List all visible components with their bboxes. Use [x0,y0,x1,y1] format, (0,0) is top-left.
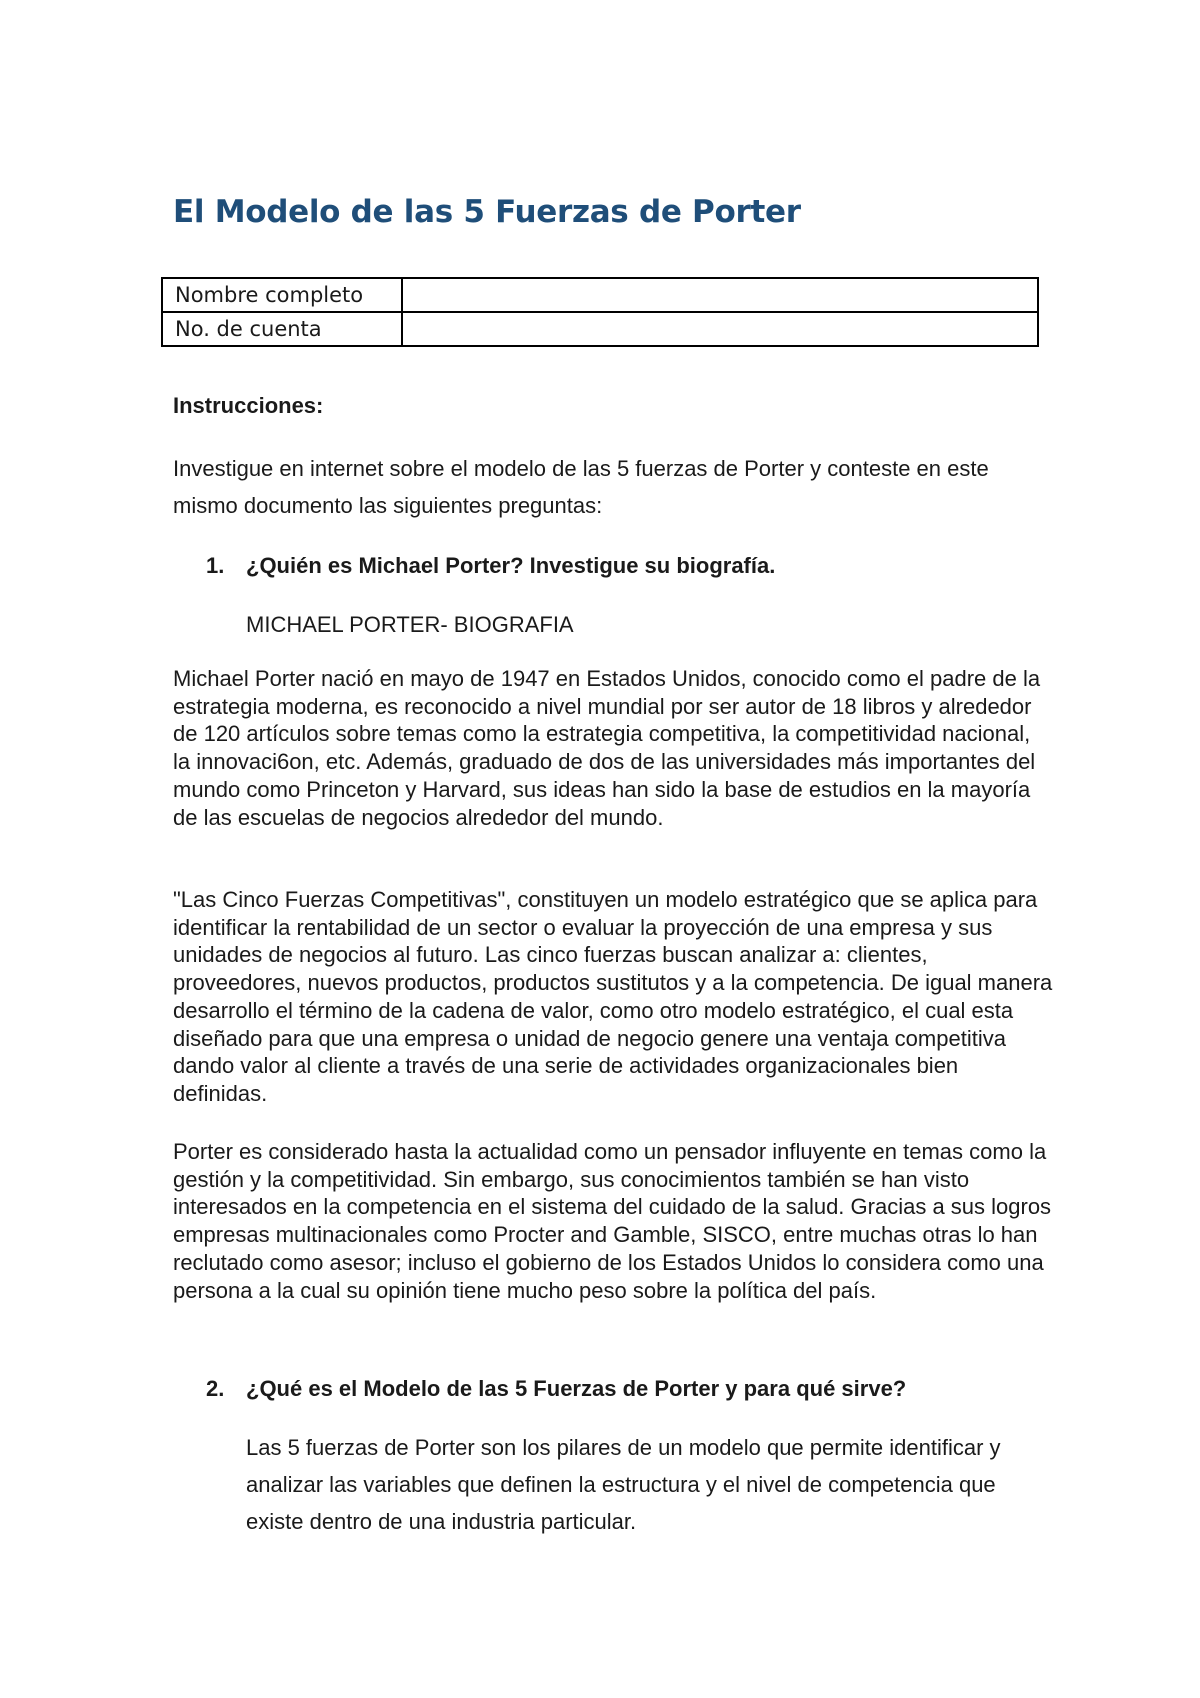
table-row [162,278,1038,312]
instructions-text: Investigue en internet sobre el modelo de las 5 fuerzas de Porter y conteste en este mismo documento las siguientes preguntas: [173,456,989,518]
answer-2: Las 5 fuerzas de Porter son los pilares de un modelo que permite identificar y analizar las variables que definen la estructura y el nivel de competencia que existe dentro de una industria particular. [246,1435,1001,1534]
biography-paragraph-1: Michael Porter nació en mayo de 1947 en Estados Unidos, conocido como el padre de la estrategia moderna, es reconocido a nivel mundial por ser autor de 18 libros y alrededor de 120 artículos sobre temas como la estrategia competitiva, la competitividad nacional, la innovaci6on, etc. Además, graduado de dos de las universidades más importantes del mundo como Princeton y Harvard, sus ideas han sido la base de estudios en la mayoría de las escuelas de negocios alrededor del mundo. [173,666,1041,830]
account-number-label: No. de cuenta [162,312,402,346]
account-number-value [402,312,1038,346]
question-2 [206,1376,906,1402]
document-title: El Modelo de las 5 Fuerzas de Porter [173,194,801,230]
question-number: 2. [206,1376,225,1401]
question-text: ¿Quién es Michael Porter? Investigue su biografía. [246,553,776,578]
full-name-label: Nombre completo [162,278,402,312]
full-name-value [402,278,1038,312]
question-text: ¿Qué es el Modelo de las 5 Fuerzas de Porter y para qué sirve? [246,1376,907,1401]
instructions-heading: Instrucciones: [173,393,324,418]
table-row [162,312,1038,346]
biography-paragraph-3: Porter es considerado hasta la actualidad como un pensador influyente en temas como la gestión y la competitividad. Sin embargo, sus conocimientos también se han visto interesados en la competencia en el sistema del cuidado de la salud. Gracias a sus logros empresas multinacionales como Procter and Gamble, SISCO, entre muchas otras lo han reclutado como asesor; incluso el gobierno de los Estados Unidos lo considera como una persona a la cual su opinión tiene mucho peso sobre la política del país. [173,1139,1052,1303]
question-1 [206,553,775,579]
student-info-table [161,277,1039,347]
question-number: 1. [206,553,225,578]
biography-heading: MICHAEL PORTER- BIOGRAFIA [246,612,574,637]
biography-paragraph-2: "Las Cinco Fuerzas Competitivas", constituyen un modelo estratégico que se aplica para identificar la rentabilidad de un sector o evaluar la proyección de una empresa y sus unidades de negocios al futuro. Las cinco fuerzas buscan analizar a: clientes, proveedores, nuevos productos, productos sustitutos y a la competencia. De igual manera desarrollo el término de la cadena de valor, como otro modelo estratégico, el cual esta diseñado para que una empresa o unidad de negocio genere una ventaja competitiva dando valor al cliente a través de una serie de actividades organizacionales bien definidas. [173,887,1053,1106]
